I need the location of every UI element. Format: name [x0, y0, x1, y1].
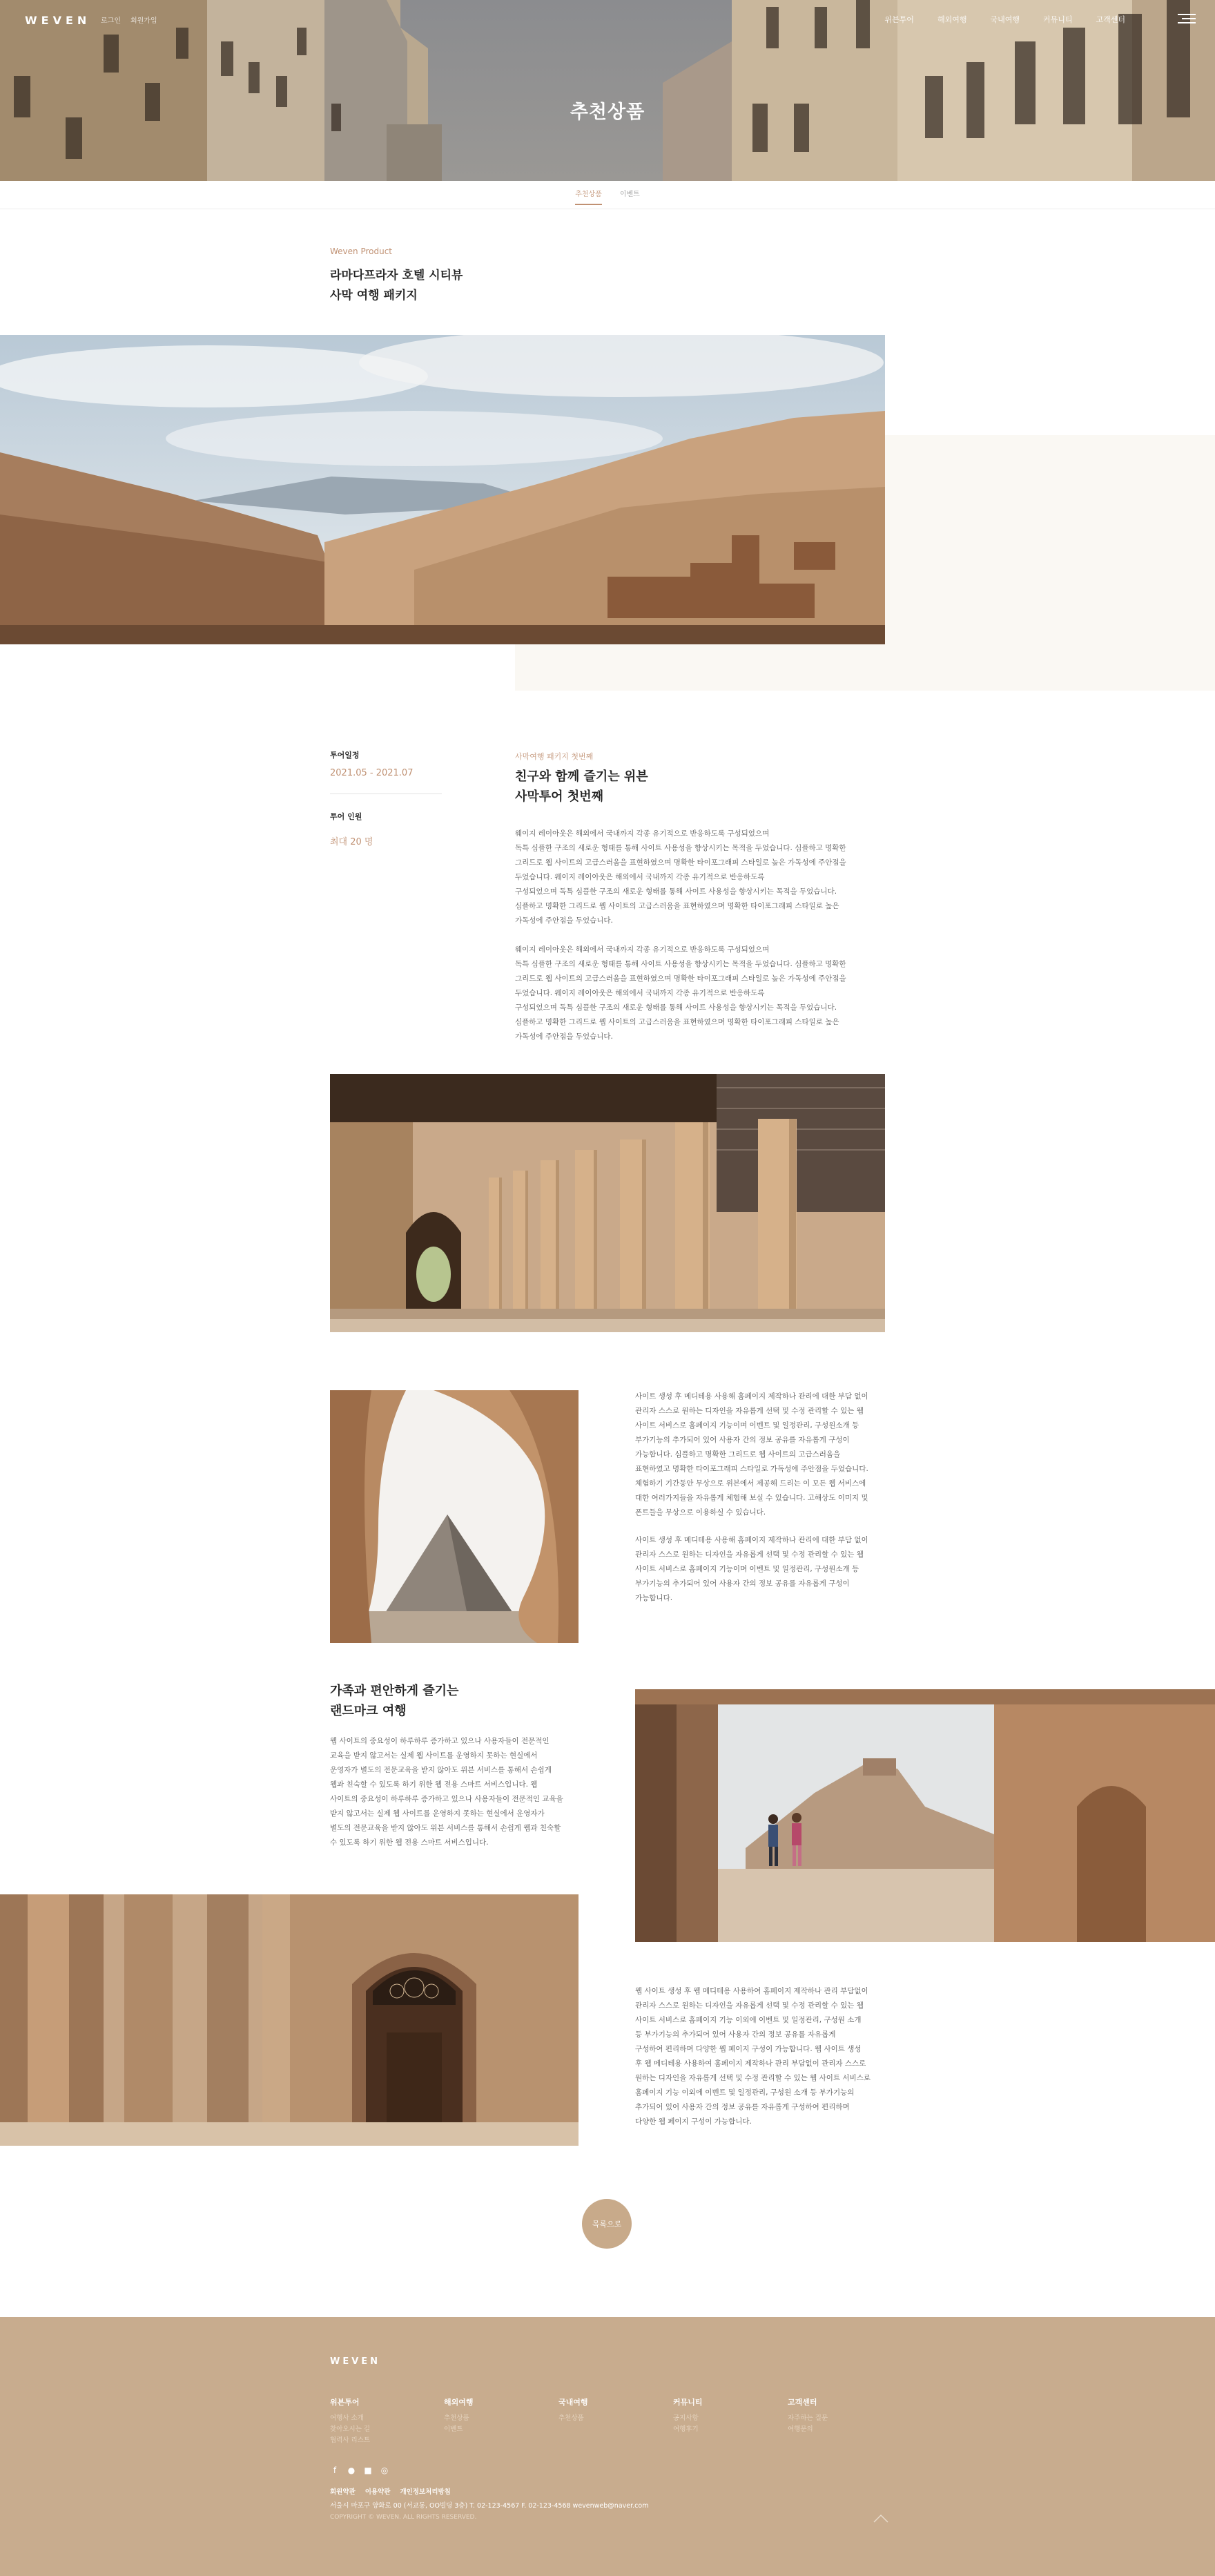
usage-link[interactable]: 이용약관 — [364, 2488, 391, 2496]
sub-tabs — [0, 188, 1215, 205]
nav-item-weventour[interactable]: 위븐투어 — [884, 15, 914, 24]
footer-col-title[interactable]: 커뮤니티 — [673, 2398, 703, 2407]
terms-link[interactable]: 회원약관 — [330, 2488, 356, 2496]
footer-link[interactable]: 이벤트 — [444, 2425, 463, 2433]
nav-item-domestic[interactable]: 국내여행 — [990, 15, 1020, 24]
utility-links — [101, 15, 157, 25]
product-eyebrow: Weven Product — [330, 247, 393, 256]
tab-event[interactable]: 이벤트 — [619, 191, 640, 198]
hero-street-photo — [0, 0, 1215, 181]
social-links — [330, 2466, 389, 2475]
footer-link[interactable]: 공지사항 — [673, 2414, 699, 2422]
privacy-link[interactable]: 개인정보처리방침 — [400, 2488, 451, 2496]
colonnade-photo — [330, 1074, 885, 1332]
product-title: 라마다프라자 호텔 시티뷰 사막 여행 패키지 — [330, 269, 463, 302]
section1-paragraph-1: 웨이지 레이아웃은 해외에서 국내까지 각종 유기적으로 반응하도록 구성되었으며 독특 심플한 구조의 새로운 형태를 통해 사이트 사용성을 향상시키는 목적을 두었습니다. 심플하고 명확한 그리드로 웹 사이트의 고급스러움을 표현하였으며 명확한 타이포그래피 스타일로 높은 가독성에 주안점을 두었습니다. 웨이지 레이아웃은 해외에서 국내까지 각종 유기적으로 반응하도록 구성되었으며 독특 심플한 구조의 새로운 형태를 통해 사이트 사용성을 향상시키는 목적을 두었습니다. 심플하고 명확한 그리드로 웹 사이트의 고급스러움을 표현하였으며 명확한 타이포그래피 스타일로 높은 가독성에 주안점을 두었습니다. — [515, 829, 846, 925]
footer-col-overseas — [444, 2396, 474, 2435]
hamburger-menu-icon[interactable] — [1178, 14, 1196, 25]
capacity-label: 투어 인원 — [330, 812, 362, 821]
capacity-value: 최대 20 명 — [330, 837, 373, 847]
nav-item-community[interactable]: 커뮤니티 — [1042, 15, 1073, 24]
footer-link[interactable]: 여행사 소개 — [330, 2414, 364, 2422]
section1-paragraph-2: 웨이지 레이아웃은 해외에서 국내까지 각종 유기적으로 반응하도록 구성되었으며 독특 심플한 구조의 새로운 형태를 통해 사이트 사용성을 향상시키는 목적을 두었습니다. 심플하고 명확한 그리드로 웹 사이트의 고급스러움을 표현하였으며 명확한 타이포그래피 스타일로 높은 가독성에 주안점을 두었습니다. 웨이지 레이아웃은 해외에서 국내까지 각종 유기적으로 반응하도록 구성되었으며 독특 심플한 구조의 새로운 형태를 통해 사이트 사용성을 향상시키는 목적을 두었습니다. 심플하고 명확한 그리드로 웹 사이트의 고급스러움을 표현하였으며 명확한 타이포그래피 스타일로 높은 가독성에 주안점을 두었습니다. — [515, 945, 846, 1041]
talk-icon[interactable]: ■ — [364, 2466, 372, 2475]
footer-link[interactable]: 찾아오시는 길 — [330, 2425, 371, 2433]
login-link[interactable]: 로그인 — [101, 17, 121, 25]
footer-link[interactable]: 자주하는 질문 — [788, 2414, 828, 2422]
main-nav — [884, 14, 1125, 25]
nav-item-overseas[interactable]: 해외여행 — [937, 15, 967, 24]
footer-address: 서울시 마포구 양화로 00 (서교동, OO빌딩 3층) T. 02-123-4567 F. 02-123-4568 wevenweb@naver.com — [330, 2502, 649, 2510]
footer-link[interactable]: 협력사 리스트 — [330, 2436, 371, 2444]
section4-paragraph: 웹 사이트 생성 후 웹 메디테용 사용하여 홈페이지 제작하나 관리 부담없이 관리자 스스로 원하는 디자인을 자유롭게 선택 및 수정 관리할 수 있는 웹 사이트 서비스로 홈페이지 기능 이외에 이벤트 및 일정관리, 구성원 소개 등 부가기능의 추가되어 있어 사용자 간의 정보 공유를 자유롭게 구성하여 편리하며 다양한 웹 페이지 구성이 가능합니다. 웹 사이트 생성 후 웹 메디테용 사용하여 홈페이지 제작하나 관리 부담없이 관리자 스스로 원하는 디자인을 자유롭게 선택 및 수정 관리할 수 있는 웹 사이트 서비스로 홈페이지 기능 이외에 이벤트 및 일정관리, 구성원 소개 등 부가기능의 추가되어 있어 사용자 간의 정보 공유를 자유롭게 구성하여 편리하며 다양한 웹 페이지 구성이 가능합니다. — [635, 1987, 871, 2126]
blog-icon[interactable]: ● — [347, 2466, 356, 2475]
footer-logo[interactable]: WEVEN — [330, 2356, 381, 2367]
footer-link[interactable]: 여행문의 — [788, 2425, 813, 2433]
facebook-icon[interactable]: f — [333, 2466, 337, 2475]
scroll-top-icon[interactable] — [873, 2514, 889, 2524]
desert-valley-photo — [0, 335, 885, 644]
footer-policy-links — [330, 2486, 451, 2496]
period-label: 투어일정 — [330, 751, 360, 760]
footer-col-support — [788, 2396, 828, 2435]
site-logo[interactable]: WEVEN — [25, 14, 91, 27]
period-value: 2021.05 - 2021.07 — [330, 768, 414, 778]
section2-paragraph-1: 사이트 생성 후 메디테용 사용해 홈페이지 제작하나 관리에 대한 부담 없이 관리자 스스로 원하는 디자인을 자유롭게 선택 및 수정 관리할 수 있는 웹 사이트 서비스로 홈페이지 기능이며 이벤트 및 일정관리, 구성원소개 등 부가기능의 추가되어 있어 사용자 간의 정보 공유를 자유롭게 구성이 가능합니다. 심플하고 명확한 그리드로 웹 사이트의 고급스러움을 표현하였고 명확한 타이포그래피 스타일로 가독성에 주안점을 두었습니다. 체험하기 기간동안 무상으로 위븐에서 제공해 드리는 이 모든 웹 서비스에 대한 여러가지들을 자유롭게 체험해 보실 수 있습니다. 고해상도 이미지 및 폰트들을 무상으로 이용하실 수 있습니다. — [635, 1392, 868, 1517]
footer-copyright: COPYRIGHT © WEVEN. ALL RIGHTS RESERVED. — [330, 2514, 477, 2521]
section3-title: 가족과 편안하게 즐기는 랜드마크 여행 — [330, 1684, 459, 1718]
instagram-icon[interactable]: ◎ — [380, 2466, 389, 2475]
footer — [0, 2317, 1215, 2576]
footer-col-community — [673, 2396, 703, 2435]
back-to-list-button[interactable]: 목록으로 — [582, 2199, 632, 2249]
signup-link[interactable]: 회원가입 — [130, 17, 157, 25]
footer-link[interactable]: 추천상품 — [444, 2414, 469, 2422]
footer-link[interactable]: 추천상품 — [558, 2414, 584, 2422]
nav-item-support[interactable]: 고객센터 — [1096, 15, 1125, 24]
footer-col-title[interactable]: 국내여행 — [558, 2398, 588, 2407]
section2-paragraph-2: 사이트 생성 후 메디테용 사용해 홈페이지 제작하나 관리에 대한 부담 없이 관리자 스스로 원하는 디자인을 자유롭게 선택 및 수정 관리할 수 있는 웹 사이트 서비스로 홈페이지 기능이며 이벤트 및 일정관리, 구성원소개 등 부가기능의 추가되어 있어 사용자 간의 정보 공유를 자유롭게 구성이 가능합니다. — [635, 1536, 868, 1602]
tab-recommended[interactable]: 추천상품 — [575, 188, 602, 205]
section1-eyebrow: 사막여행 패키지 첫번째 — [515, 752, 594, 761]
footer-col-title[interactable]: 고객센터 — [788, 2398, 817, 2407]
page-title: 추천상품 — [570, 102, 645, 123]
footer-col-domestic — [558, 2396, 588, 2424]
hero-banner — [0, 0, 1215, 181]
footer-link[interactable]: 여행후기 — [673, 2425, 699, 2433]
section3-paragraph: 웹 사이트의 중요성이 하루하루 증가하고 있으나 사용자들이 전문적인 교육을 받지 않고서는 실제 웹 사이트를 운영하지 못하는 현실에서 운영자가 별도의 전문교육을 받지 않아도 위븐 서비스를 통해서 손쉽게 웹과 친숙할 수 있도록 하기 위한 웹 전용 스마트 서비스입니다. 웹 사이트의 중요성이 하루하루 증가하고 있으나 사용자들이 전문적인 교육을 받지 않고서는 실제 웹 사이트를 운영하지 못하는 현실에서 운영자가 별도의 전문교육을 받지 않아도 위븐 서비스를 통해서 손쉽게 웹과 친숙할 수 있도록 하기 위한 웹 전용 스마트 서비스입니다. — [330, 1737, 563, 1847]
footer-col-title[interactable]: 위븐투어 — [330, 2398, 360, 2407]
travelers-photo — [635, 1689, 1215, 1942]
footer-col-weventour — [330, 2396, 370, 2446]
pyramid-photo — [330, 1390, 579, 1643]
footer-col-title[interactable]: 해외여행 — [444, 2398, 474, 2407]
section1-title: 친구와 함께 즐기는 위븐 사막투어 첫번째 — [515, 769, 648, 804]
gate-photo — [0, 1894, 579, 2146]
